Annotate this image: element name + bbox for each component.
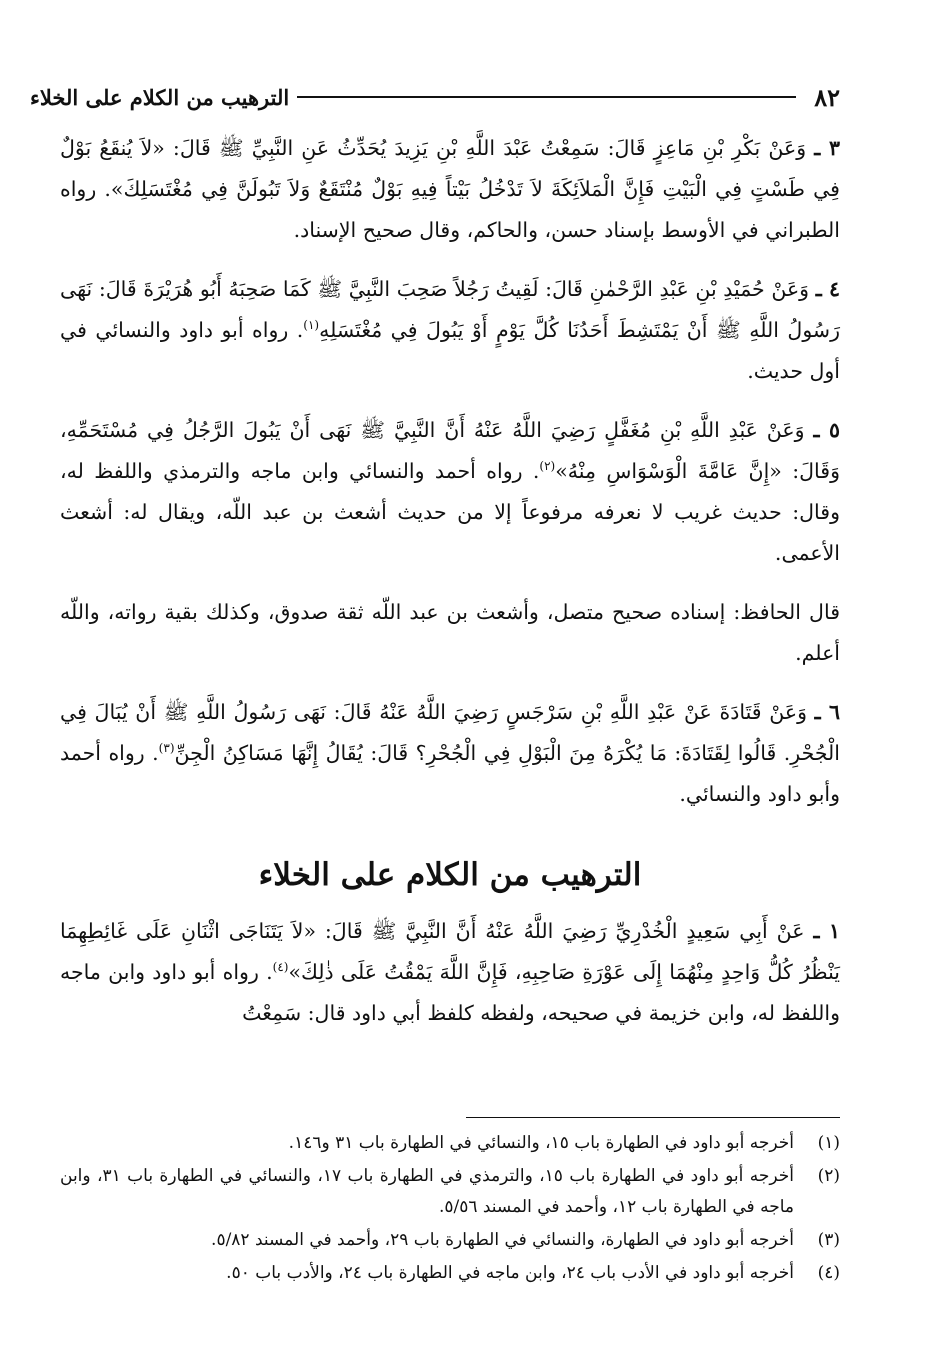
footnote-number: (١) bbox=[817, 1133, 840, 1153]
hadith-text: وَعَنْ بَكْرِ بْنِ مَاعِزٍ قَالَ: سَمِعْتُ عَبْدَ اللَّهِ بْنِ يَزِيدَ يُحَدِّثُ عَنِ النَّبِيِّ ﷺ قَالَ: «لاَ يُنقَعُ بَوْلٌ فِي طَسْتٍ فِي الْبَيْتِ فَإِنَّ الْمَلاَئِكَةَ لاَ تَدْخُلُ بَيْتاً فِيهِ بَوْلٌ مُنْتَقَعٌ وَلاَ تَبُولَنَّ فِي مُغْتَسَلِكَ». رواه الطبراني في الأوسط بإسناد حسن، والحاكم، وقال صحيح الإسناد. bbox=[60, 136, 840, 242]
footnote-ref[interactable]: (٢) bbox=[539, 459, 556, 474]
footnote bbox=[60, 1225, 840, 1256]
footnote-text: أخرجه أبو داود في الأدب باب ٢٤، وابن ماجه في الطهارة باب ٢٤، والأدب باب ٥٠. bbox=[226, 1263, 794, 1283]
footnote bbox=[60, 1161, 840, 1223]
footnote bbox=[60, 1128, 840, 1159]
footnote-ref[interactable]: (١) bbox=[303, 318, 320, 333]
hadith-number: ٤ ـ bbox=[815, 277, 840, 301]
hadith-text: وَعَنْ عَبْدِ اللَّهِ بْنِ مُغَفَّلٍ رَضِيَ اللَّهُ عَنْهُ أَنَّ النَّبِيَّ ﷺ نَهَى أَنْ يَبُولَ الرَّجُلُ فِي مُسْتَحَمِّهِ، وَقَالَ: «إِنَّ عَامَّةَ الْوَسْوَاسِ مِنْهُ» bbox=[60, 418, 840, 483]
hadith-4 bbox=[60, 269, 840, 392]
hadith-number: ٥ ـ bbox=[813, 418, 840, 442]
hadith-text: عَنْ أَبِي سَعِيدٍ الْخُدْرِيِّ رَضِيَ اللَّهُ عَنْهُ أَنَّ النَّبِيَّ ﷺ قَالَ: «لاَ يَتَنَاجَى اثْنَانِ عَلَى غَائِطِهِمَا يَنْظُرُ كُلُّ وَاحِدٍ مِنْهُمَا إِلَى عَوْرَةِ صَاحِبِهِ، فَإِنَّ اللَّهَ يَمْقُتُ عَلَى ذٰلِكَ» bbox=[60, 919, 840, 984]
footnotes bbox=[60, 1128, 840, 1291]
footnote-ref[interactable]: (٤) bbox=[272, 960, 289, 975]
page-header bbox=[30, 72, 840, 122]
hadith-source: . رواه أحمد والنسائي وابن ماجه والترمذي واللفظ له، وقال: حديث غريب لا نعرفه مرفوعاً إلا من حديث أشعث بن عبد اللّه، ويقال له: أشعث الأعمى. bbox=[60, 459, 840, 565]
section-hadith-1 bbox=[60, 911, 840, 1034]
page-number: ٨٢ bbox=[814, 82, 840, 112]
hadith-number: ٣ ـ bbox=[814, 136, 840, 160]
body-text bbox=[60, 128, 840, 1052]
hadith-5 bbox=[60, 410, 840, 574]
hadith-source: . رواه أحمد وأبو داود والنسائي. bbox=[60, 741, 840, 806]
footnote-number: (٣) bbox=[817, 1230, 840, 1250]
footnote-ref[interactable]: (٣) bbox=[158, 741, 175, 756]
hadith-source: . رواه أبو داود والنسائي في أول حديث. bbox=[60, 318, 840, 383]
footnote-text: أخرجه أبو داود في الطهارة باب ١٥، والنسائي في الطهارة باب ٣١ و١٤٦. bbox=[288, 1133, 794, 1153]
hadith-number: ١ ـ bbox=[813, 919, 840, 943]
hafiz-comment bbox=[60, 592, 840, 674]
footnote-text: أخرجه أبو داود في الطهارة باب ١٥، والترمذي في الطهارة باب ١٧، والنسائي في الطهارة باب ٣١، وابن ماجه في الطهارة باب ١٢، وأحمد في المسند ٥/٥٦. bbox=[60, 1166, 794, 1217]
footnote-number: (٤) bbox=[817, 1263, 840, 1283]
comment-text: قال الحافظ: إسناده صحيح متصل، وأشعث بن عبد اللّه ثقة صدوق، وكذلك بقية رواته، واللّه أعلم. bbox=[60, 600, 840, 665]
footnote bbox=[60, 1258, 840, 1289]
hadith-source: . رواه أبو داود وابن ماجه واللفظ له، وابن خزيمة في صحيحه، ولفظه كلفظ أبي داود قال: سَمِعْتُ bbox=[60, 960, 840, 1025]
footnote-text: أخرجه أبو داود في الطهارة، والنسائي في الطهارة باب ٢٩، وأحمد في المسند ٥/٨٢. bbox=[211, 1230, 794, 1250]
running-title: الترهيب من الكلام على الخلاء bbox=[30, 84, 290, 110]
footnote-number: (٢) bbox=[817, 1166, 840, 1186]
footnote-divider bbox=[466, 1117, 840, 1118]
hadith-text: وَعَنْ حُمَيْدِ بْنِ عَبْدِ الرَّحْمٰنِ قَالَ: لَقِيتُ رَجُلاً صَحِبَ النَّبِيَّ ﷺ كَمَا صَحِبَهُ أَبُو هُرَيْرَةَ قَالَ: نَهَى رَسُولُ اللَّهِ ﷺ أَنْ يَمْتَشِطَ أَحَدُنَا كُلَّ يَوْمٍ أَوْ يَبُولَ فِي مُغْتَسَلِهِ bbox=[60, 277, 840, 342]
hadith-text: وَعَنْ قَتَادَةَ عَنْ عَبْدِ اللَّهِ بْنِ سَرْجَسٍ رَضِيَ اللَّهُ عَنْهُ قَالَ: نَهَى رَسُولُ اللَّهِ ﷺ أَنْ يُبَالَ فِي الْجُحْرِ. قَالُوا لِقَتَادَةَ: مَا يُكْرَهُ مِنَ الْبَوْلِ فِي الْجُحْرِ؟ قَالَ: يُقَالُ إِنَّهَا مَسَاكِنُ الْجِنِّ bbox=[60, 700, 840, 765]
header-rule bbox=[297, 96, 796, 98]
section-title: الترهيب من الكلام على الخلاء bbox=[258, 857, 642, 893]
hadith-number: ٦ ـ bbox=[814, 700, 840, 724]
hadith-6 bbox=[60, 692, 840, 815]
hadith-3 bbox=[60, 128, 840, 251]
